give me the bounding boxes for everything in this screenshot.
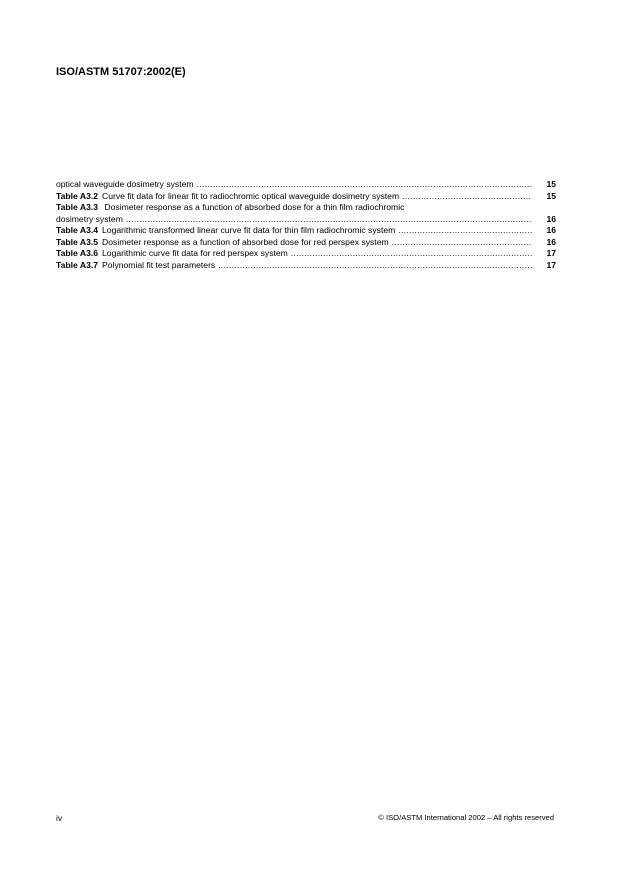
toc-page: 16 [546, 236, 556, 247]
toc-label: Table A3.3 [56, 202, 99, 212]
toc-row[interactable] [56, 214, 556, 226]
toc-row[interactable] [56, 248, 556, 260]
toc-row[interactable] [56, 260, 556, 272]
toc-title: dosimetry system [56, 213, 123, 224]
toc-title: Logarithmic transformed linear curve fit data for thin film radiochromic system [102, 225, 396, 235]
toc-leader [392, 237, 532, 249]
toc-row[interactable] [56, 225, 556, 237]
toc-title: Dosimeter response as a function of absorbed dose for red perspex system [102, 236, 389, 247]
toc-title: Polynomial fit test parameters [102, 259, 216, 270]
toc-label: Table A3.4 [56, 225, 99, 235]
toc-label: Table A3.6 [56, 248, 99, 258]
toc-title: Dosimeter response as a function of absorbed dose for a thin film radiochromic [104, 202, 405, 212]
toc-row[interactable] [56, 191, 556, 203]
table-of-contents [56, 179, 556, 271]
toc-label: Table A3.7 [56, 259, 99, 270]
toc-title: Curve fit data for linear fit to radiochromic optical waveguide dosimetry system [102, 190, 400, 201]
toc-label: Table A3.5 [56, 236, 99, 247]
toc-page: 15 [546, 190, 556, 201]
toc-page: 16 [546, 213, 556, 224]
toc-title: optical waveguide dosimetry system [56, 179, 194, 189]
toc-leader [402, 191, 532, 203]
toc-title: Logarithmic curve fit data for red perspex system [102, 248, 288, 258]
toc-page: 17 [546, 248, 556, 258]
toc-leader [126, 214, 532, 226]
toc-page: 17 [546, 259, 556, 270]
toc-leader [218, 260, 532, 272]
toc-label: Table A3.2 [56, 190, 99, 201]
page-number: iv [56, 813, 63, 823]
toc-row[interactable] [56, 202, 556, 214]
copyright-notice: © ISO/ASTM International 2002 – All rights reserved [378, 813, 554, 822]
toc-leader [197, 179, 532, 191]
toc-leader [291, 248, 532, 260]
document-id: ISO/ASTM 51707:2002(E) [56, 66, 186, 78]
toc-page: 15 [546, 179, 556, 189]
toc-row[interactable] [56, 179, 556, 191]
toc-page: 16 [546, 225, 556, 235]
toc-leader [398, 225, 532, 237]
toc-row[interactable] [56, 237, 556, 249]
